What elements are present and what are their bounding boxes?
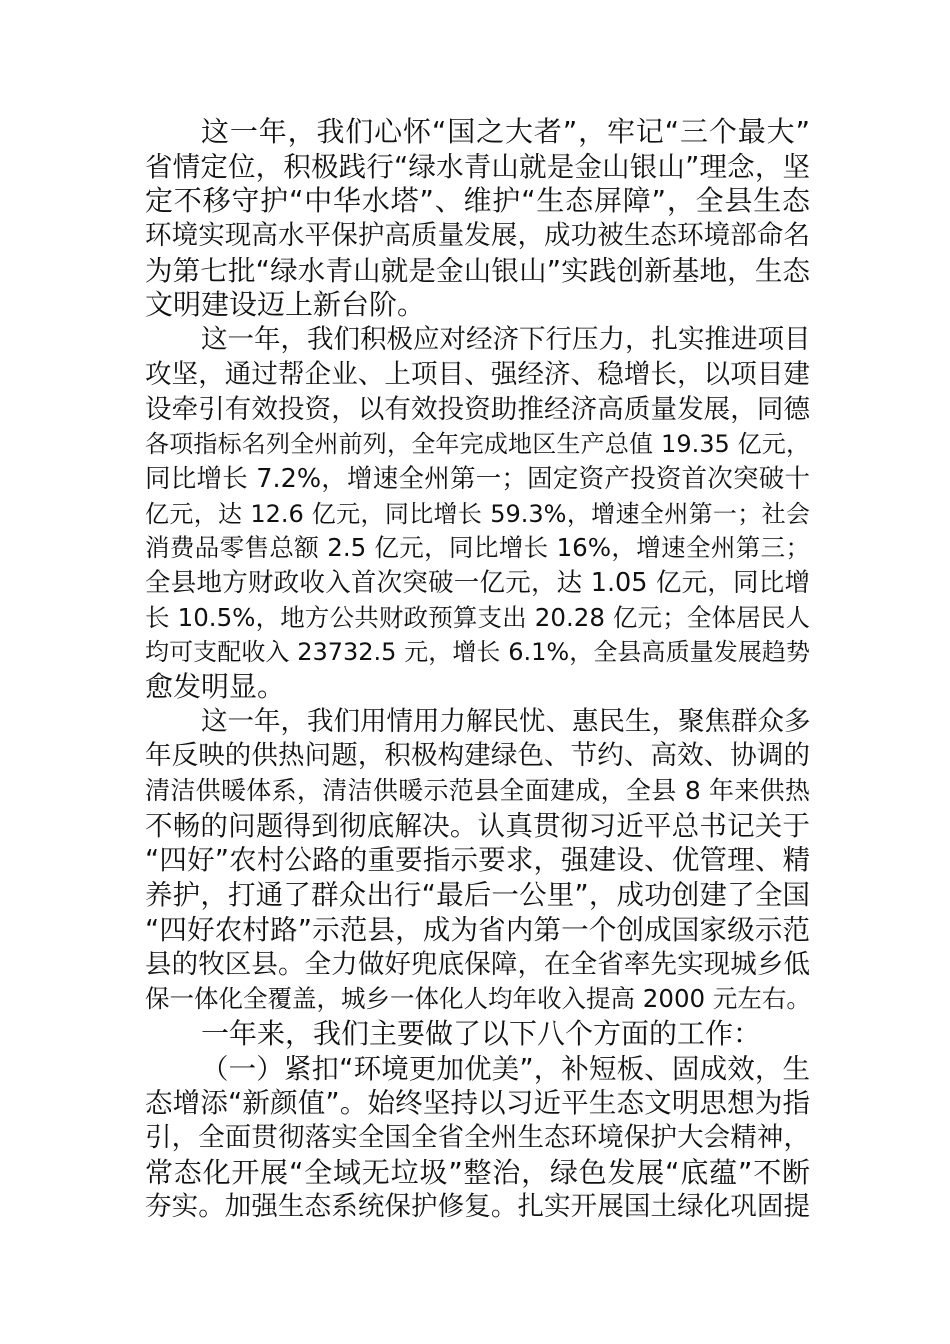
text-line: 攻坚，通过帮企业、上项目、强经济、稳增长，以项目建	[145, 358, 810, 390]
text-line: 县的牧区县。全力做好兜底保障，在全省率先实现城乡低	[145, 948, 810, 980]
text-line: 这一年，我们心怀“国之大者”，牢记“三个最大”	[201, 115, 810, 148]
text-line: 同比增长 7.2%，增速全州第一；固定资产投资首次突破十	[145, 463, 810, 494]
text-line: 保一体化全覆盖，城乡一体化人均年收入提高 2000 元左右。	[145, 984, 811, 1014]
text-line: 态增添“新颜值”。始终坚持以习近平生态文明思想为指	[145, 1087, 810, 1120]
paragraph-livelihood	[145, 705, 810, 1017]
text-line: 亿元，达 12.6 亿元，同比增长 59.3%，增速全州第一；社会	[145, 499, 810, 528]
text-line: 年反映的供热问题，积极构建绿色、节约、高效、协调的	[145, 740, 810, 772]
text-line: “四好农村路”示范县，成为省内第一个创成国家级示范	[145, 913, 810, 946]
text-line: 夯实。加强生态系统保护修复。扎实开展国土绿化巩固提	[145, 1191, 810, 1223]
text-line: （一）紧扣“环境更加优美”，补短板、固成效，生	[201, 1052, 810, 1085]
paragraph-section-one	[145, 1052, 810, 1225]
text-line: 愈发明显。	[145, 670, 286, 703]
paragraph-economy	[145, 323, 810, 705]
text-line: 养护，打通了群众出行“最后一公里”，成功创建了全国	[145, 879, 810, 912]
text-line: 常态化开展“全域无垃圾”整治，绿色发展“底蕴”不断	[145, 1155, 810, 1189]
text-line: 清洁供暖体系，清洁供暖示范县全面建成，全县 8 年来供热	[145, 776, 810, 806]
text-line: 定不移守护“中华水塔”、维护“生态屏障”，全县生态	[145, 184, 810, 218]
text-line: 各项指标名列全州前列，全年完成地区生产总值 19.35 亿元，	[145, 430, 810, 459]
text-line: 长 10.5%，地方公共财政预算支出 20.28 亿元；全体居民人	[145, 602, 810, 632]
text-line: 均可支配收入 23732.5 元，增长 6.1%，全县高质量发展趋势	[145, 638, 810, 667]
text-line: 全县地方财政收入首次突破一亿元，达 1.05 亿元，同比增	[145, 567, 810, 598]
text-line: 一年来，我们主要做了以下八个方面的工作：	[201, 1016, 762, 1050]
text-line: 这一年，我们用情用力解民忧、惠民生，聚焦群众多	[201, 705, 811, 737]
text-line: 环境实现高水平保护高质量发展，成功被生态环境部命名	[145, 220, 810, 252]
text-line: 省情定位，积极践行“绿水青山就是金山银山”理念，坚	[145, 150, 810, 183]
text-line: 引，全面贯彻落实全国全省全州生态环境保护大会精神，	[145, 1121, 810, 1153]
paragraph-ecology	[145, 115, 810, 323]
text-line: 不畅的问题得到彻底解决。认真贯彻习近平总书记关于	[145, 809, 810, 842]
paragraph-summary-intro	[145, 1017, 810, 1052]
text-line: 设牵引有效投资，以有效投资助推经济高质量发展，同德	[145, 393, 810, 425]
document-page	[145, 115, 810, 1225]
text-line: 文明建设迈上新台阶。	[145, 288, 426, 322]
text-line: 为第七批“绿水青山就是金山银山”实践创新基地，生态	[145, 254, 810, 287]
text-line: 这一年，我们积极应对经济下行压力，扎实推进项目	[201, 324, 811, 356]
text-line: “四好”农村公路的重要指示要求，强建设、优管理、精	[145, 844, 810, 877]
text-line: 消费品零售总额 2.5 亿元，同比增长 16%，增速全州第三；	[145, 533, 810, 563]
